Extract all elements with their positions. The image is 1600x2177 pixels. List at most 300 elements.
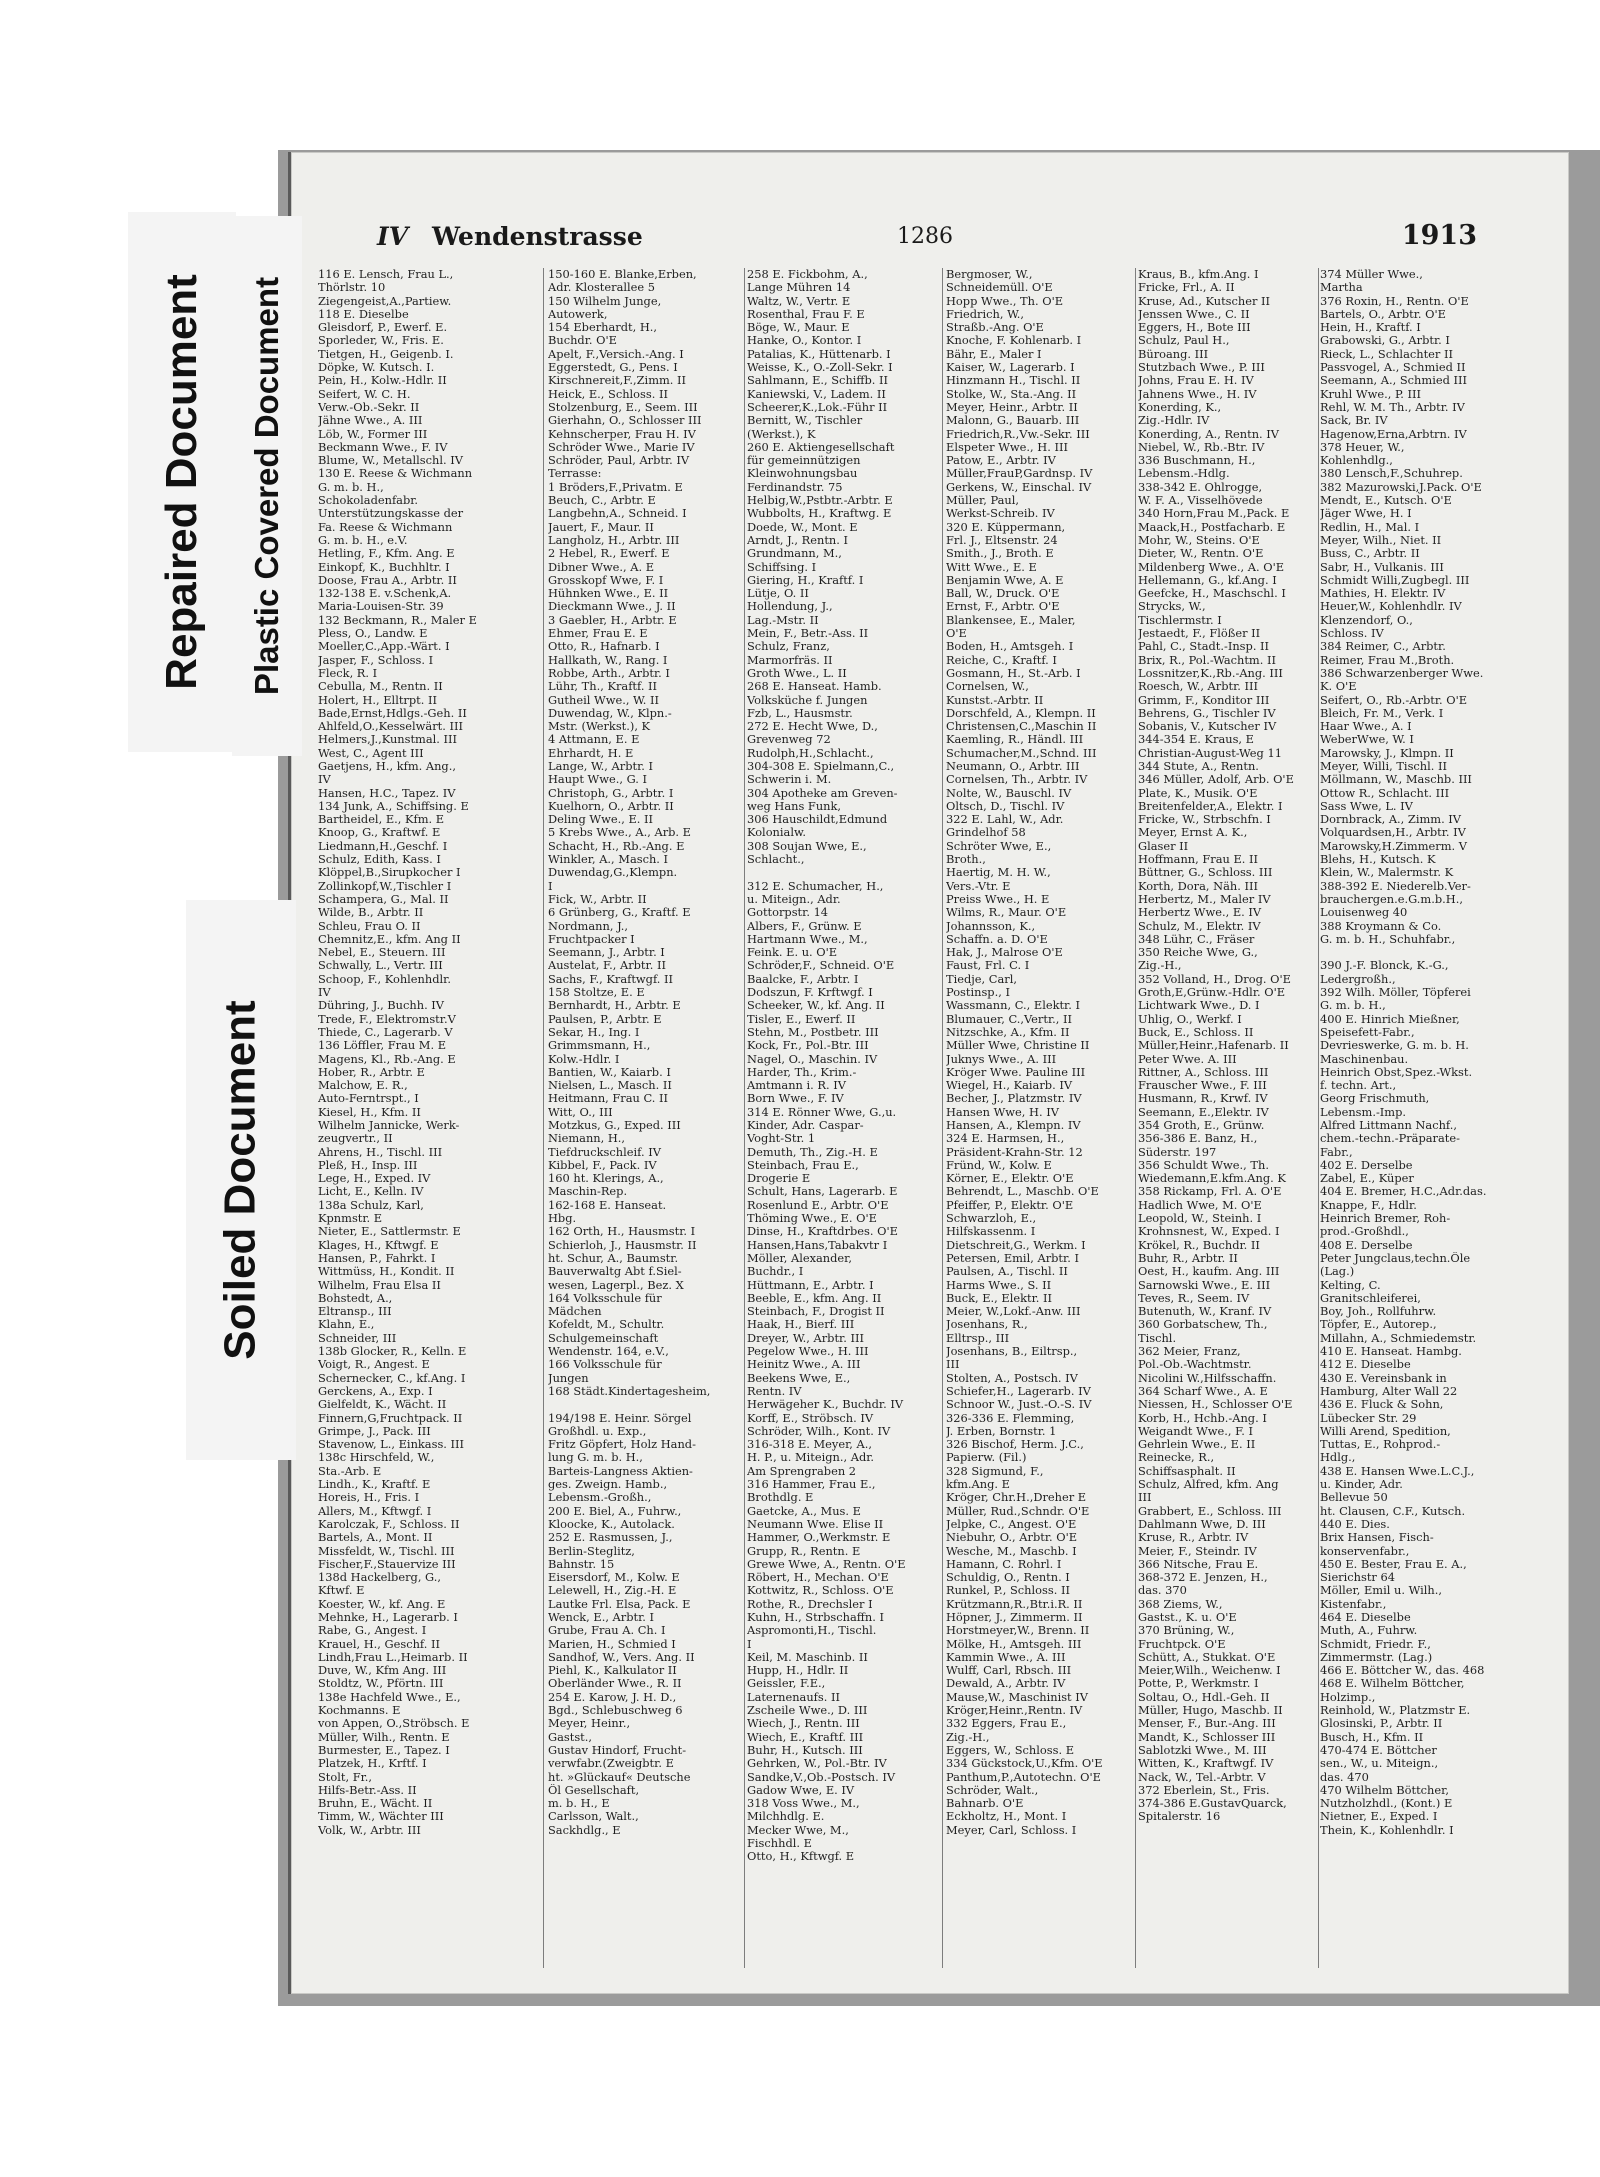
directory-entry-line: Korb, H., Hchb.-Ang. I <box>1138 1411 1267 1425</box>
directory-entry-line: Hansen Wwe, H. IV <box>946 1105 1059 1119</box>
directory-entry-line: Lossnitzer,K.,Rb.-Ang. III <box>1138 666 1283 680</box>
directory-entry-line: 390 J.-F. Blonck, K.-G., <box>1320 959 1449 973</box>
directory-entry-line: 412 E. Dieselbe <box>1320 1358 1411 1372</box>
directory-entry-line: 2 Hebel, R., Ewerf. E <box>548 547 670 561</box>
directory-entry-line: Geefcke, H., Maschschl. I <box>1138 587 1286 601</box>
directory-entry-line: Uhlig, O., Werkf. I <box>1138 1012 1242 1026</box>
directory-entry-line: ges. Zweign. Hamb., <box>548 1478 668 1492</box>
directory-entry-line: u. Kinder, Adr. <box>1320 1478 1403 1492</box>
directory-entry-line: 356 Schuldt Wwe., Th. <box>1138 1158 1269 1172</box>
directory-entry-line: Schröder, Paul, Arbtr. IV <box>548 454 690 468</box>
directory-entry-line: Buhr, H., Kutsch. III <box>747 1743 863 1757</box>
directory-entry-line: I <box>747 1637 752 1651</box>
directory-entry-line: 464 E. Dieselbe <box>1320 1610 1411 1624</box>
directory-entry-line: Ledergroßh., <box>1320 972 1396 986</box>
directory-entry-line: Cornelsen, W., <box>946 680 1029 694</box>
directory-entry-line: Kofeldt, M., Schultr. <box>548 1318 665 1332</box>
directory-entry-line: Niebuhr, O., Arbtr. O'E <box>946 1531 1078 1545</box>
directory-entry-line: Kaniewski, V., Ladem. II <box>747 387 886 401</box>
directory-entry-line: Möller, Alexander, <box>747 1251 852 1265</box>
directory-entry-line: Jauert, F., Maur. II <box>548 520 654 534</box>
directory-entry-line: Hdlg., <box>1320 1451 1356 1465</box>
directory-entry-line: Hühnken Wwe., E. II <box>548 587 669 601</box>
directory-entry-line: Bähr, E., Maler I <box>946 347 1042 361</box>
directory-entry-line: Schuldig, O., Rentn. I <box>946 1571 1070 1585</box>
directory-entry-line: Müller, Hugo, Maschb. II <box>1138 1704 1283 1718</box>
directory-entry-line: Rentn. IV <box>747 1384 802 1398</box>
directory-entry-line: Deling Wwe., E. II <box>548 813 654 827</box>
repaired-document-tab: Repaired Document <box>128 212 236 752</box>
directory-entry-line: Lindh,Frau L.,Heimarb. II <box>318 1650 468 1664</box>
section-number: IV <box>377 222 409 251</box>
directory-entry-line: Kunstst.-Arbtr. II <box>946 693 1044 707</box>
directory-entry-line: Hak, J., Malrose O'E <box>946 946 1063 960</box>
directory-entry-line: Elltrsp., III <box>946 1331 1010 1345</box>
directory-entry-line: Wilms, R., Maur. O'E <box>946 906 1067 920</box>
directory-entry-line: Brix, R., Pol.-Wachtm. II <box>1138 653 1276 667</box>
directory-entry-line: Dornbrack, A., Zimm. IV <box>1320 813 1462 827</box>
directory-entry-line: Meyer, Heinr., <box>548 1717 631 1731</box>
directory-entry-line: 378 Heuer, W., <box>1320 440 1405 454</box>
directory-entry-line: Lange Mühren 14 <box>747 281 851 295</box>
directory-entry-line: 136 Löffler, Frau M. E <box>318 1039 447 1053</box>
directory-entry-line: Schernecker, C., kf.Ang. I <box>318 1371 466 1385</box>
directory-entry-line: Leopold, W., Steinh. I <box>1138 1212 1262 1226</box>
directory-entry-line: Meier, W.,Lokf.-Anw. III <box>946 1305 1081 1319</box>
directory-entry-line: Lege, H., Exped. IV <box>318 1172 431 1186</box>
directory-entry-line: ht. Clausen, C.F., Kutsch. <box>1320 1504 1466 1518</box>
directory-entry-line: Brothdlg. E <box>747 1491 814 1505</box>
directory-entry-line: Louisenweg 40 <box>1320 906 1408 920</box>
directory-entry-line: Eggers, H., Bote III <box>1138 321 1251 335</box>
directory-entry-line: Mathies, H. Elektr. IV <box>1320 587 1446 601</box>
directory-entry-line: Plate, K., Musik. O'E <box>1138 786 1258 800</box>
directory-entry-line: Hopp Wwe., Th. O'E <box>946 294 1064 308</box>
directory-entry-line: Kehnscherper, Frau H. IV <box>548 427 696 441</box>
directory-entry-line: Wiegel, H., Kaiarb. IV <box>946 1079 1073 1093</box>
directory-entry-line: Schröder Wwe., Marie IV <box>548 440 695 454</box>
directory-column-1 <box>318 268 538 1976</box>
directory-entry-line: Wilde, B., Arbtr. II <box>318 906 424 920</box>
directory-entry-line: Volk, W., Arbtr. III <box>318 1823 421 1837</box>
directory-entry-line: Gehrlein Wwe., E. II <box>1138 1438 1256 1452</box>
directory-entry-line: 268 E. Hanseat. Hamb. <box>747 680 882 694</box>
directory-entry-line: Patow, E., Arbtr. IV <box>946 454 1056 468</box>
directory-entry-line: Verw.-Ob.-Sekr. II <box>318 400 420 414</box>
directory-entry-line: Bgd., Schlebuschweg 6 <box>548 1704 683 1718</box>
directory-entry-line: 162-168 E. Hanseat. <box>548 1198 667 1212</box>
directory-entry-line: Reimer, Frau M.,Broth. <box>1320 653 1455 667</box>
directory-entry-line: Beeble, E., kfm. Ang. II <box>747 1291 882 1305</box>
directory-column-4 <box>946 268 1134 1976</box>
directory-entry-line: Voght-Str. 1 <box>747 1132 816 1146</box>
directory-entry-line: das. 470 <box>1320 1770 1369 1784</box>
directory-entry-line: Schloss. IV <box>1320 627 1384 641</box>
directory-entry-line: Kröger, Chr.H.,Dreher E <box>946 1491 1087 1505</box>
directory-entry-line: Nietner, E., Exped. I <box>1320 1810 1438 1824</box>
directory-entry-line: Gaetjens, H., kfm. Ang., <box>318 759 456 773</box>
directory-entry-line: Koester, W., kf. Ang. E <box>318 1597 446 1611</box>
directory-entry-line <box>1320 946 1502 959</box>
directory-entry-line: das. 370 <box>1138 1584 1187 1598</box>
directory-entry-line: Scheeker, W., kf. Ang. II <box>747 999 885 1013</box>
directory-entry-line: Schaffn. a. D. O'E <box>946 932 1048 946</box>
directory-entry-line: Dorschfeld, A., Klempn. II <box>946 706 1096 720</box>
directory-entry-line: 380 Lensch,F.,Schuhrep. <box>1320 467 1463 481</box>
directory-entry-line: Nack, W., Tel.-Arbtr. V <box>1138 1770 1266 1784</box>
directory-entry-line: 138c Hirschfeld, W., <box>318 1451 435 1465</box>
directory-entry-line: Wubbolts, H., Kraftwg. E <box>747 507 892 521</box>
directory-entry-line: Oltsch, D., Tischl. IV <box>946 799 1065 813</box>
directory-entry-line: Gutheil Wwe., W. II <box>548 693 660 707</box>
directory-entry-line: Grube, Frau A. Ch. I <box>548 1624 666 1638</box>
directory-entry-line: Kloocke, K., Autolack. <box>548 1517 675 1531</box>
directory-entry-line: Fleck, R. I <box>318 666 378 680</box>
directory-entry-line: 132-138 E. v.Schenk,A. <box>318 587 452 601</box>
directory-entry-line: Niemann, H., <box>548 1132 626 1146</box>
directory-entry-line: Konerding, A., Rentn. IV <box>1138 427 1280 441</box>
directory-entry-line: Bartels, O., Arbtr. O'E <box>1320 307 1446 321</box>
directory-entry-line: 440 E. Dies. <box>1320 1517 1390 1531</box>
directory-entry-line: Seemann, J., Arbtr. I <box>548 946 665 960</box>
directory-entry-line: Dewald, A., Arbtr. IV <box>946 1677 1066 1691</box>
directory-entry-line: Moeller,C.,App.-Wärt. I <box>318 640 450 654</box>
directory-entry-line: Hammer, O.,Werkmstr. E <box>747 1531 891 1545</box>
directory-entry-line: Klages, H., Kftwgf. E <box>318 1238 439 1252</box>
directory-entry-line: Buss, C., Arbtr. II <box>1320 547 1420 561</box>
directory-entry-line: Missfeldt, W., Tischl. III <box>318 1544 455 1558</box>
directory-entry-line: Stolt, Fr., <box>318 1770 373 1784</box>
directory-entry-line: Blumauer, C.,Vertr., II <box>946 1012 1073 1026</box>
directory-entry-line: Döpke, W. Kutsch. I. <box>318 361 435 375</box>
directory-entry-line: Pleß, H., Insp. III <box>318 1158 418 1172</box>
directory-entry-line: Roesch, W., Arbtr. III <box>1138 680 1259 694</box>
directory-entry-line: Wiech, J., Rentn. III <box>747 1717 860 1731</box>
directory-entry-line: I <box>548 879 553 893</box>
directory-entry-line: Kuhn, H., Strbschaffn. I <box>747 1610 884 1624</box>
directory-entry-line: Harder, Th., Krim.- <box>747 1065 857 1079</box>
directory-entry-line: Hanke, O., Kontor. I <box>747 334 862 348</box>
directory-entry-line: 334 Gückstock,U.,Kfm. O'E <box>946 1757 1103 1771</box>
directory-entry-line: Nitzschke, A., Kfm. II <box>946 1025 1070 1039</box>
directory-entry-line: brauchergen.e.G.m.b.H., <box>1320 892 1463 906</box>
directory-entry-line: Hupp, H., Hdlr. II <box>747 1664 849 1678</box>
directory-entry-line: Nagel, O., Maschin. IV <box>747 1052 878 1066</box>
directory-entry-line: Lag.-Mstr. II <box>747 613 819 627</box>
directory-entry-line: Müller,Heinr.,Hafenarb. II <box>1138 1039 1289 1053</box>
directory-entry-line: Eggers, W., Schloss. E <box>946 1743 1075 1757</box>
directory-entry-line: wesen, Lagerpl., Bez. X <box>548 1278 684 1292</box>
directory-entry-line: Eckholtz, H., Mont. I <box>946 1810 1067 1824</box>
directory-entry-line: Schwerin i. M. <box>747 773 832 787</box>
soiled-document-tab: Soiled Document <box>186 900 296 1460</box>
directory-entry-line: Kibbel, F., Pack. IV <box>548 1158 657 1172</box>
directory-entry-line: Wulff, Carl, Rbsch. III <box>946 1664 1072 1678</box>
directory-entry-line: 260 E. Aktiengesellschaft <box>747 440 895 454</box>
directory-entry-line: Reiche, C., Kraftf. I <box>946 653 1057 667</box>
directory-entry-line: Glosinski, P., Arbtr. II <box>1320 1717 1443 1731</box>
directory-entry-line: Fa. Reese & Wichmann <box>318 520 453 534</box>
directory-entry-line: 368 Ziems, W., <box>1138 1597 1223 1611</box>
directory-entry-line: Millahn, A., Schmiedemstr. <box>1320 1331 1477 1345</box>
directory-entry-line: Buchdr. O'E <box>548 334 617 348</box>
directory-entry-line: Smith., J., Broth. E <box>946 547 1054 561</box>
directory-entry-line: Doose, Frau A., Arbtr. II <box>318 573 457 587</box>
directory-entry-line: u. Miteign., Adr. <box>747 892 841 906</box>
directory-entry-line: Wilhelm, Frau Elsa II <box>318 1278 441 1292</box>
directory-entry-line: Paulsen, A., Tischl. II <box>946 1265 1068 1279</box>
directory-entry-line: 384 Reimer, C., Arbtr. <box>1320 640 1446 654</box>
directory-entry-line: Weigandt Wwe., F. I <box>1138 1424 1253 1438</box>
directory-entry-line: Peter Wwe. A. III <box>1138 1052 1237 1066</box>
street-title: Wendenstrasse <box>432 222 643 251</box>
directory-entry-line: Chemnitz,E., kfm. Ang II <box>318 932 461 946</box>
directory-entry-line: Müller, Wilh., Rentn. E <box>318 1730 450 1744</box>
directory-entry-line: Thörlstr. 10 <box>318 281 386 295</box>
directory-entry-line: Schacht, H., Rb.-Ang. E <box>548 839 685 853</box>
directory-entry-line: sen., W., u. Miteign., <box>1320 1757 1439 1771</box>
directory-entry-line: Hansen, P., Fahrkt. I <box>318 1251 436 1265</box>
directory-entry-line: Liedmann,H.,Geschf. I <box>318 839 448 853</box>
directory-entry-line: Öl Gesellschaft, <box>548 1783 640 1797</box>
directory-entry-line: Pless, O., Landw. E <box>318 627 428 641</box>
directory-entry-line: 168 Städt.Kindertagesheim, <box>548 1384 711 1398</box>
directory-entry-line: Stutzbach Wwe., P. III <box>1138 361 1265 375</box>
directory-entry-line: Thein, K., Kohlenhdlr. I <box>1320 1823 1454 1837</box>
directory-entry-line: Kistenfabr., <box>1320 1597 1387 1611</box>
directory-entry-line: Buck, E., Schloss. II <box>1138 1025 1254 1039</box>
directory-entry-line: Burmester, E., Tapez. I <box>318 1743 450 1757</box>
directory-entry-line: Petersen, Emil, Arbtr. I <box>946 1251 1079 1265</box>
directory-entry-line: Ottow R., Schlacht. III <box>1320 786 1450 800</box>
directory-entry-line: Gastst., K. u. O'E <box>1138 1610 1237 1624</box>
directory-entry-line: Großhdl. u. Exp., <box>548 1424 647 1438</box>
directory-entry-line: Konerding, K., <box>1138 400 1222 414</box>
directory-entry-line: Finnern,G,Fruchtpack. II <box>318 1411 463 1425</box>
directory-entry-line: Röbert, H., Mechan. O'E <box>747 1571 889 1585</box>
directory-entry-line: Präsident-Krahn-Str. 12 <box>946 1145 1083 1159</box>
directory-entry-line: Kinder, Adr. Caspar- <box>747 1119 864 1132</box>
directory-entry-line: Kochmanns. E <box>318 1704 401 1718</box>
directory-entry-line: Dahlmann Wwe, D. III <box>1138 1517 1266 1531</box>
directory-entry-line: Ahlfeld,O.,Kesselwärt. III <box>318 720 463 734</box>
directory-entry-line: Einkopf, K., Buchhltr. I <box>318 560 450 574</box>
directory-entry-line: Buchdr., I <box>747 1265 804 1279</box>
directory-entry-line: Heinrich Bremer, Roh- <box>1320 1212 1451 1226</box>
directory-entry-line: 408 E. Derselbe <box>1320 1238 1413 1252</box>
directory-entry-line: Bernitt, W., Tischler <box>747 414 863 428</box>
directory-entry-line: Georg Frischmuth, <box>1320 1092 1430 1106</box>
directory-entry-line: Jäger Wwe, H. I <box>1320 507 1412 521</box>
directory-entry-line: konservenfabr., <box>1320 1544 1410 1558</box>
directory-entry-line: Holzimp., <box>1320 1690 1376 1704</box>
directory-entry-line: Robbe, Arth., Arbtr. I <box>548 666 670 680</box>
directory-entry-line: Korth, Dora, Näh. III <box>1138 879 1258 893</box>
directory-entry-line: Schulz, Edith, Kass. I <box>318 853 441 867</box>
directory-entry-line: Gielfeldt, K., Wächt. II <box>318 1398 447 1412</box>
directory-entry-line: 388 Kroymann & Co. <box>1320 919 1442 933</box>
directory-entry-line: Zig.-H., <box>946 1730 990 1744</box>
directory-entry-line: Kohlenhdlg., <box>1320 454 1393 468</box>
directory-entry-line: Mandt, K., Schlosser III <box>1138 1730 1276 1744</box>
directory-entry-line: Fick, W., Arbtr. II <box>548 892 647 906</box>
directory-entry-line: Drogerie E <box>747 1172 811 1186</box>
directory-entry-line: Schwally, L., Vertr. III <box>318 959 443 973</box>
directory-entry-line: Fruchtpck. O'E <box>1138 1637 1226 1651</box>
directory-entry-line: Schütt, A., Stukkat. O'E <box>1138 1650 1276 1664</box>
directory-entry-line: Wittmüss, H., Kondit. II <box>318 1265 455 1279</box>
directory-entry-line: Aspromonti,H., Tischl. <box>747 1624 877 1638</box>
directory-entry-line: Schlacht., <box>747 853 805 867</box>
directory-entry-line: G. m. b. H., Schuhfabr., <box>1320 932 1456 946</box>
directory-entry-line: Schleu, Frau O. II <box>318 919 421 933</box>
directory-entry-line: Blehs, H., Kutsch. K <box>1320 853 1436 867</box>
directory-entry-line: 304-308 E. Spielmann,C., <box>747 759 895 773</box>
directory-entry-line: G. m. b. H., <box>318 480 384 494</box>
directory-entry-line: Devrieswerke, G. m. b. H. <box>1320 1039 1469 1053</box>
directory-entry-line: Höpner, J., Zimmerm. II <box>946 1610 1083 1624</box>
directory-entry-line: J. Erben, Bornstr. 1 <box>946 1424 1057 1438</box>
directory-entry-line: Sachs, F., Kraftwgf. II <box>548 972 674 986</box>
directory-entry-line: Dreyer, W., Arbtr. III <box>747 1331 864 1345</box>
directory-entry-line: 116 E. Lensch, Frau L., <box>318 268 454 281</box>
directory-entry-line: 344 Stute, A., Rentn. <box>1138 759 1259 773</box>
directory-entry-line: Langbehn,A., Schneid. I <box>548 507 687 521</box>
directory-entry-line: Bruhn, E., Wächt. II <box>318 1797 433 1811</box>
directory-entry-line: Duwendag,G.,Klempn. <box>548 866 678 880</box>
directory-entry-line: Christoph, G., Arbtr. I <box>548 786 674 800</box>
directory-entry-line: Blume, W., Metallschl. IV <box>318 454 463 468</box>
directory-entry-line: Sablotzki Wwe., M. III <box>1138 1743 1267 1757</box>
directory-entry-line: Kröger,Heinr.,Rentn. IV <box>946 1704 1083 1718</box>
directory-entry-line: Speisefett-Fabr., <box>1320 1025 1415 1039</box>
directory-entry-line: 1 Bröders,F.,Privatm. E <box>548 480 683 494</box>
directory-entry-line: Meyer, Wilh., Niet. II <box>1320 533 1442 547</box>
directory-entry-line: Knoche, F. Kohlenarb. I <box>946 334 1082 348</box>
directory-entry-line: Gehrken, W., Pol.-Btr. IV <box>747 1757 887 1771</box>
directory-entry-line: Kelting, C. <box>1320 1278 1381 1292</box>
directory-entry-line: Wilhelm Jannicke, Werk- <box>318 1119 460 1132</box>
directory-entry-line: Platzek, H., Krftf. I <box>318 1757 427 1771</box>
directory-entry-line: Sandke,V.,Ob.-Postsch. IV <box>747 1770 896 1784</box>
directory-entry-line: Marowsky,H.Zimmerm. V <box>1320 839 1467 853</box>
directory-entry-line: 324 E. Harmsen, H., <box>946 1132 1065 1146</box>
directory-entry-line: Tisler, E., Ewerf. II <box>747 1012 856 1026</box>
directory-entry-line: 312 E. Schumacher, H., <box>747 879 884 893</box>
directory-entry-line: Kruse, R., Arbtr. IV <box>1138 1531 1249 1545</box>
directory-entry-line: Haertig, M. H. W., <box>946 866 1051 880</box>
directory-entry-line: Doede, W., Mont. E <box>747 520 858 534</box>
directory-entry-line: Malonn, G., Bauarb. III <box>946 414 1080 428</box>
directory-entry-line: Gerckens, A., Exp. I <box>318 1384 433 1398</box>
directory-entry-line: 360 Gorbatschew, Th., <box>1138 1318 1268 1332</box>
directory-entry-line: Herwägeher K., Buchdr. IV <box>747 1398 904 1412</box>
directory-entry-line: Piehl, K., Kalkulator II <box>548 1664 677 1678</box>
directory-entry-line: 258 E. Fickbohm, A., <box>747 268 868 281</box>
directory-entry-line: Lelewell, H., Zig.-H. E <box>548 1584 677 1598</box>
directory-entry-line: Vers.-Vtr. E <box>946 879 1011 893</box>
directory-entry-line: Heick, E., Schloss. II <box>548 387 668 401</box>
directory-entry-line: Tischl. <box>1138 1331 1177 1345</box>
directory-entry-line: Potte, P., Werkmstr. I <box>1138 1677 1259 1691</box>
directory-entry-line: 382 Mazurowski,J.Pack. O'E <box>1320 480 1482 494</box>
directory-entry-line: Korff, E., Ströbsch. IV <box>747 1411 874 1425</box>
directory-entry-line: Werkst-Schreib. IV <box>946 507 1055 521</box>
directory-entry-line: Rosenlund E., Arbtr. O'E <box>747 1198 889 1212</box>
directory-entry-line: Gustav Hindorf, Frucht- <box>548 1743 687 1757</box>
directory-column-6 <box>1320 268 1502 1976</box>
directory-entry-line: Zscheile Wwe., D. III <box>747 1704 868 1718</box>
directory-entry-line: weg Hans Funk, <box>747 799 842 813</box>
directory-entry-line: Rehl, W. M. Th., Arbtr. IV <box>1320 400 1465 414</box>
directory-entry-line: 158 Stoltze, E. E <box>548 986 645 1000</box>
directory-entry-line: Bantien, W., Kaiarb. I <box>548 1065 671 1079</box>
directory-entry-line: Behrens, G., Tischler IV <box>1138 706 1276 720</box>
directory-entry-line: Redlin, H., Mal. I <box>1320 520 1420 534</box>
directory-entry-line: Strycks, W., <box>1138 600 1206 614</box>
directory-entry-line: 366 Nitsche, Frau E. <box>1138 1557 1259 1571</box>
directory-entry-line: Broth., <box>946 853 986 867</box>
directory-entry-line: Arndt, J., Rentn. I <box>747 533 848 547</box>
directory-entry-line: 138b Glocker, R., Kelln. E <box>318 1345 467 1359</box>
directory-entry-line: Nutzholzhdl., (Kont.) E <box>1320 1797 1453 1811</box>
directory-entry-line: Benjamin Wwe, A. E <box>946 573 1064 587</box>
directory-entry-line: Unterstützungskasse der <box>318 507 464 521</box>
directory-entry-line: Carlsson, Walt., <box>548 1810 639 1824</box>
directory-entry-line: III <box>1138 1491 1152 1505</box>
directory-entry-line: Kleinwohnungsbau <box>747 467 858 481</box>
directory-entry-line: Motzkus, G., Exped. III <box>548 1119 681 1132</box>
directory-entry-line: Schröter Wwe, E., <box>946 839 1052 853</box>
directory-entry-line: 388-392 E. Niederelb.Ver- <box>1320 879 1471 893</box>
directory-entry-line: Teves, R., Seem. IV <box>1138 1291 1250 1305</box>
directory-entry-line: Tiedje, Carl, <box>946 972 1018 986</box>
directory-entry-line: 368-372 E. Jenzen, H., <box>1138 1571 1268 1585</box>
directory-entry-line: Marien, H., Schmied I <box>548 1637 676 1651</box>
directory-entry-line: Möllmann, W., Maschb. III <box>1320 773 1472 787</box>
directory-entry-line: Giering, H., Kraftf. I <box>747 573 864 587</box>
directory-entry-line: Knappe, F., Hdlr. <box>1320 1198 1417 1212</box>
directory-entry-line: 200 E. Biel, A., Fuhrw., <box>548 1504 682 1518</box>
directory-entry-line: Mohr, W., Steins. O'E <box>1138 533 1260 547</box>
directory-entry-line: Klahn, E., <box>318 1318 375 1332</box>
directory-entry-line: Töpfer, E., Autorep., <box>1320 1318 1437 1332</box>
directory-entry-line: Bauverwaltg Abt f.Siel- <box>548 1265 682 1279</box>
directory-entry-line: Grimpe, J., Pack. III <box>318 1424 431 1438</box>
directory-entry-line: Straßb.-Ang. O'E <box>946 321 1044 335</box>
directory-entry-line: Gadow Wwe, E. IV <box>747 1783 855 1797</box>
directory-entry-line: Wenck, E., Arbtr. I <box>548 1610 655 1624</box>
directory-entry-line: Tuttas, E., Rohprod.- <box>1320 1438 1441 1452</box>
directory-entry-line: IV <box>318 773 331 787</box>
directory-entry-line: 164 Volksschule für <box>548 1291 662 1305</box>
directory-entry-line: Kpnmstr. E <box>318 1212 383 1226</box>
directory-entry-line: Mause,W., Maschinist IV <box>946 1690 1088 1704</box>
directory-entry-line: Krützmann,R.,Btr.i.R. II <box>946 1597 1083 1611</box>
directory-entry-line: Dibner Wwe., A. E <box>548 560 655 574</box>
directory-entry-line: Seifert, W. C. H. <box>318 387 411 401</box>
directory-entry-line: Jestaedt, F., Flößer II <box>1138 627 1261 641</box>
directory-entry-line: 402 E. Derselbe <box>1320 1158 1413 1172</box>
directory-entry-line: West, C., Agent III <box>318 746 424 760</box>
directory-entry-line: Kolw.-Hdlr. I <box>548 1052 620 1066</box>
directory-entry-line: Schumacher,M.,Schnd. III <box>946 746 1097 760</box>
directory-entry-line: Marowsky, J., Klmpn. II <box>1320 746 1454 760</box>
directory-entry-line: IV <box>318 986 331 1000</box>
directory-column-5 <box>1138 268 1316 1976</box>
directory-entry-line: Adr. Klosterallee 5 <box>548 281 655 295</box>
directory-entry-line: Passvogel, A., Schmied II <box>1320 361 1466 375</box>
